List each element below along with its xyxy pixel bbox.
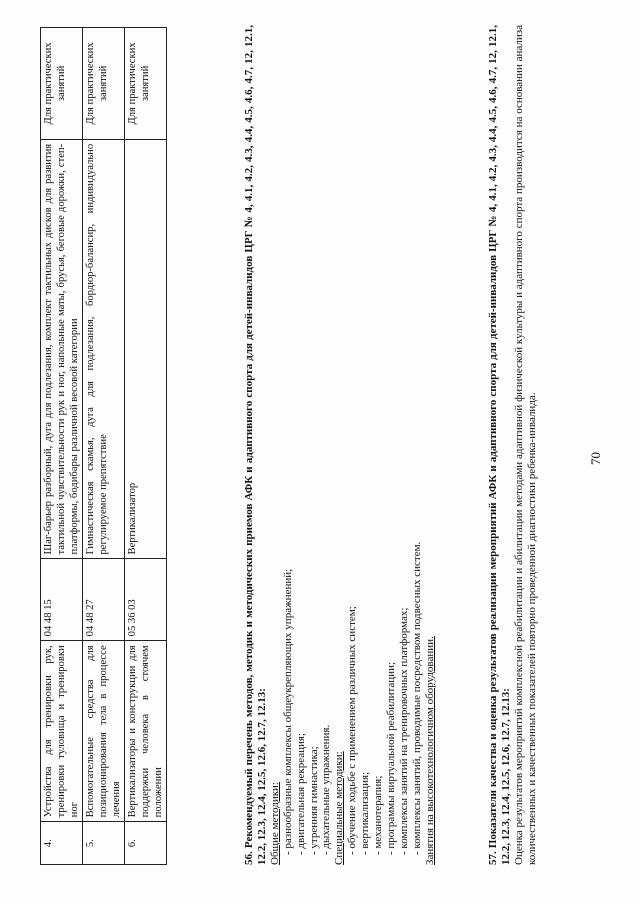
equipment-table-body [41, 28, 167, 865]
section-56 [243, 25, 437, 865]
equipment-type: Устройства для тренировки рук, тренировки туловища и тренировки ног [41, 641, 83, 822]
equipment-description: Гимнастическая скамья, дуга для подлезания, бордюр-балансир, индивидуально регулируемое препятствие [83, 139, 125, 559]
table-row [83, 28, 125, 865]
row-number: 6. [125, 822, 167, 865]
list-item: - комплексы занятий на тренировочных платформах; [397, 607, 410, 855]
equipment-purpose: Для практических занятий [125, 28, 167, 140]
section-57 [487, 25, 539, 865]
list-item: - утренняя гимнастика; [307, 746, 320, 855]
list-item: - комплексы занятий, проводимые посредством подвесных систем. [410, 541, 423, 855]
list-item: - дыхательные упражнения. [320, 724, 333, 855]
equipment-description: Вертикализатор [125, 139, 167, 559]
special-methods-title: Специальные методики: [333, 751, 346, 865]
list-item: - вертикализация; [359, 771, 372, 855]
equipment-type: Вспомогательные средства для позиционирования тела в процессе лечения [83, 641, 125, 822]
row-number: 4. [41, 822, 83, 865]
list-item: - двигательная рекреация; [294, 733, 307, 855]
table-row [41, 28, 83, 865]
equipment-description: Шаг-барьер разборный, дуга для подлезания, комплект тактильных дисков для развития тактильной чувствительности рук и ног, напольные маты, брусья, беговые дорожки, степ-платформы, бодибары различной весовой категории [41, 139, 83, 559]
equipment-type: Вертикализаторы и конструкции для поддержки человека в стоячем положении [125, 641, 167, 822]
page-number: 70 [588, 452, 603, 465]
section-57-text: Оценка результатов мероприятий комплексной реабилитации и абилитации методами адаптивной физической культуры и адаптивного спорта производится на основании анализа количественных и качественных показателей повторно проведенной диагностики ребенка-инвалида. [512, 25, 538, 865]
hightech-equipment-line: Занятия на высокотехнологичном оборудовании. [423, 636, 436, 865]
equipment-code: 04 48 27 [83, 559, 125, 641]
table-row [125, 28, 167, 865]
list-item: - механотерапия; [372, 775, 385, 855]
section-56-heading: 56. Рекомендуемый перечень методов, методик и методических приемов АФК и адаптивного спорта для детей-инвалидов ЦРГ № 4, 4.1, 4.2, 4.3, 4.4, 4.5, 4.6, 4.7, 12, 12.1, 12.2, 12.3, 12.4, 12.5, 12.6, 12.7, 12.13: [243, 25, 268, 865]
row-number: 5. [83, 822, 125, 865]
general-methods-title: Общие методики: [268, 782, 281, 865]
equipment-code: 05 36 03 [125, 559, 167, 641]
equipment-code: 04 48 15 [41, 559, 83, 641]
list-item: - разнообразные комплексы общеукрепляющих упражнений; [281, 568, 294, 855]
list-item: - программы виртуальной реабилитации; [384, 661, 397, 855]
section-57-heading: 57. Показатели качества и оценка результатов реализации мероприятий АФК и адаптивного спорта для детей-инвалидов ЦРГ № 4, 4.1, 4.2, 4.3, 4.4, 4.5, 4.6, 4.7, 12, 12.1, 12.2, 12.3, 12.4, 12.5, 12.6, 12.7, 12.13: [487, 25, 512, 865]
list-item: - обучение ходьбе с применением различных систем; [346, 606, 359, 855]
equipment-purpose: Для практических занятий [83, 28, 125, 140]
equipment-table [40, 27, 167, 865]
equipment-purpose: Для практических занятий [41, 28, 83, 140]
